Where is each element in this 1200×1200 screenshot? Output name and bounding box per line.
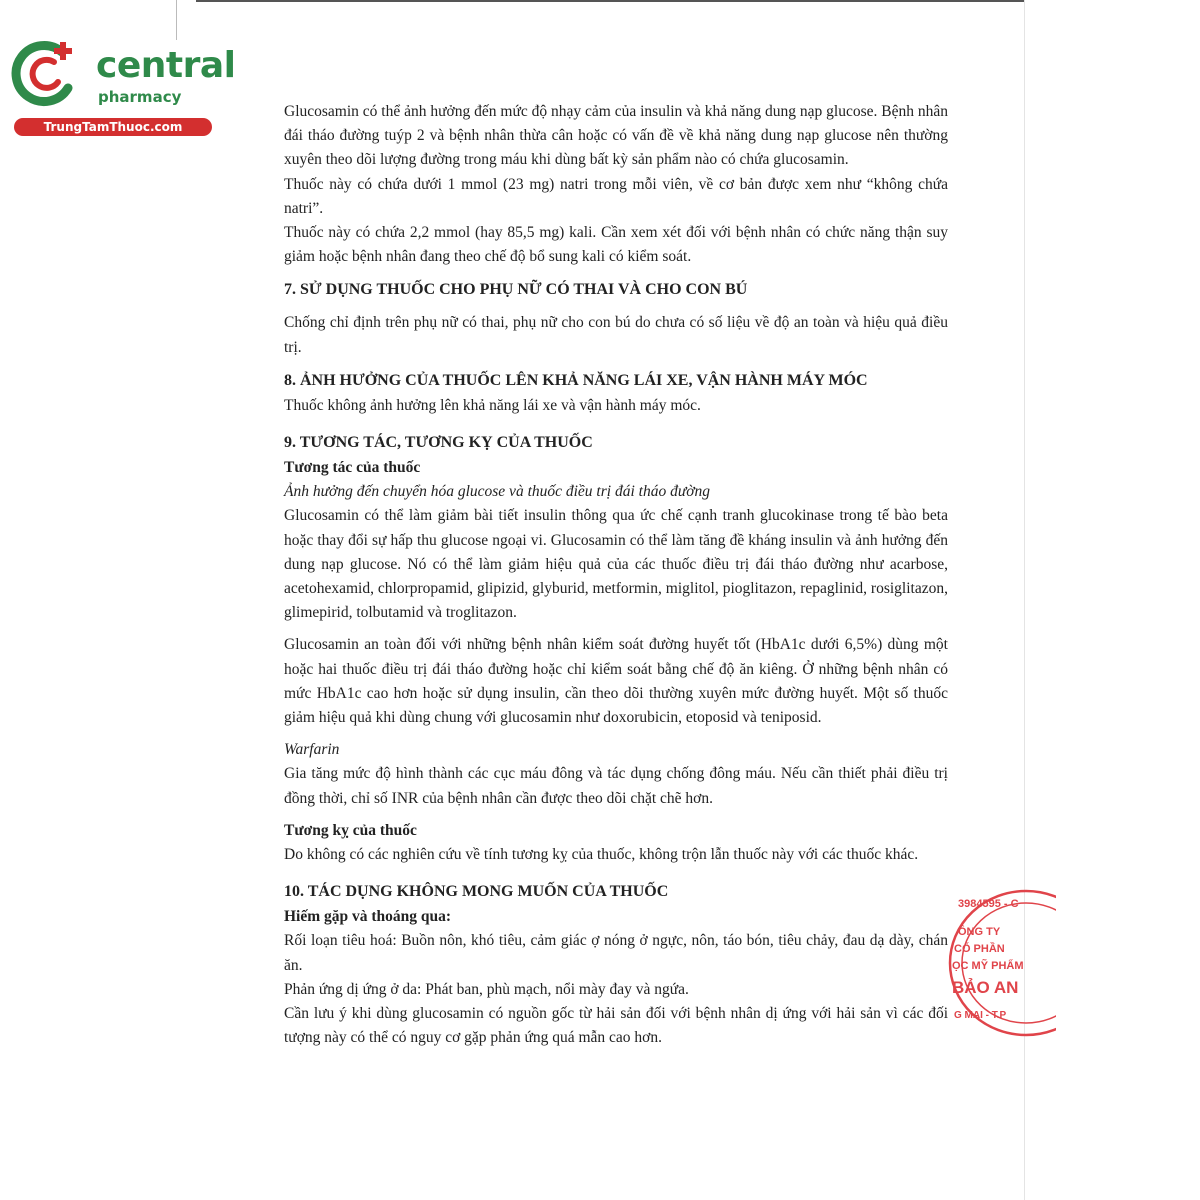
section-9-subheading-incompatibility: Tương kỵ của thuốc bbox=[284, 821, 417, 839]
section-10-heading: 10. TÁC DỤNG KHÔNG MONG MUỐN CỦA THUỐC bbox=[284, 883, 669, 901]
central-pharmacy-logo[interactable] bbox=[10, 38, 236, 136]
section-7-paragraph: Chống chỉ định trên phụ nữ có thai, phụ nữ cho con bú do chưa có số liệu về độ an toàn và hiệu quả điều trị. bbox=[284, 314, 948, 356]
section-9-paragraph-2: Glucosamin an toàn đối với những bệnh nhân kiểm soát đường huyết tốt (HbA1c dưới 6,5%) dùng một hoặc hai thuốc điều trị đái tháo đường hoặc chỉ kiểm soát bằng chế độ ăn kiêng. Ở những bệnh nhân có mức HbA1c cao hơn hoặc sử dụng insulin, cần theo dõi thường xuyên mức đường huyết. Một số thuốc giảm hiệu quả khi dùng chung với glucosamin như doxorubicin, etoposid và teniposid. bbox=[284, 636, 948, 727]
scan-edge bbox=[176, 0, 177, 40]
section-9-paragraph-1: Glucosamin có thể làm giảm bài tiết insulin thông qua ức chế cạnh tranh glucokinase trong tế bào beta hoặc thay đổi sự hấp thu glucose ngoại vi. Glucosamin có thể làm tăng đề kháng insulin và ảnh hưởng đến dung nạp glucose. Nó có thể làm giảm hiệu quả của các thuốc điều trị đái tháo đường như acarbose, acetohexamid, chlorpropamid, glipizid, glyburid, metformin, miglitol, pioglitazon, repaglinid, rosiglitazon, glimepirid, tolbutamid và troglitazon. bbox=[284, 507, 948, 622]
scan-edge-top bbox=[196, 0, 1024, 2]
section-7-heading: 7. SỬ DỤNG THUỐC CHO PHỤ NỮ CÓ THAI VÀ CHO CON BÚ bbox=[284, 281, 748, 299]
stamp-line-5: BẢO AN bbox=[952, 978, 1019, 997]
section-9-subheading-interactions: Tương tác của thuốc bbox=[284, 459, 421, 477]
section-10-paragraph-2: Phản ứng dị ứng ở da: Phát ban, phù mạch, nổi mày đay và ngứa. bbox=[284, 980, 689, 998]
stamp-line-4: ỌC MỸ PHẨM bbox=[952, 960, 1024, 972]
pharmacy-c-cross-icon bbox=[10, 38, 82, 110]
section-8-heading: 8. ẢNH HƯỞNG CỦA THUỐC LÊN KHẢ NĂNG LÁI XE, VẬN HÀNH MÁY MÓC bbox=[284, 371, 868, 389]
document-body bbox=[284, 100, 948, 1051]
stamp-line-2: ÔNG TY bbox=[958, 926, 1001, 938]
section-9-heading: 9. TƯƠNG TÁC, TƯƠNG KỴ CỦA THUỐC bbox=[284, 434, 593, 452]
stamp-line-6: G MAI - T.P bbox=[954, 1010, 1007, 1021]
section-9-italic-warfarin: Warfarin bbox=[284, 741, 340, 759]
intro-paragraph-2: Thuốc này có chứa dưới 1 mmol (23 mg) natri trong mỗi viên, về cơ bản được xem như “không chứa natri”. bbox=[284, 175, 948, 217]
stamp-line-3: CỔ PHẦN bbox=[954, 943, 1005, 955]
logo-brand-name: central bbox=[96, 45, 236, 86]
section-9-paragraph-3: Gia tăng mức độ hình thành các cục máu đông và tác dụng chống đông máu. Nếu cần thiết phải điều trị đồng thời, chỉ số INR của bệnh nhân cần được theo dõi chặt chẽ hơn. bbox=[284, 765, 948, 807]
stamp-line-1: 3984595 - C bbox=[958, 898, 1019, 910]
company-stamp bbox=[946, 888, 1056, 1038]
section-9-italic-glucose: Ảnh hưởng đến chuyển hóa glucose và thuốc điều trị đái tháo đường bbox=[284, 483, 711, 501]
section-10-paragraph-3: Cần lưu ý khi dùng glucosamin có nguồn gốc từ hải sản đối với bệnh nhân dị ứng với hải sản vì các đối tượng này có thể có nguy cơ gặp phản ứng quá mẫn cao hơn. bbox=[284, 1005, 948, 1047]
section-8-paragraph: Thuốc không ảnh hưởng lên khả năng lái xe và vận hành máy móc. bbox=[284, 396, 701, 414]
section-10-subheading: Hiếm gặp và thoáng qua: bbox=[284, 908, 452, 926]
logo-url-badge[interactable]: TrungTamThuoc.com bbox=[14, 118, 212, 136]
section-9-paragraph-4: Do không có các nghiên cứu về tính tương kỵ của thuốc, không trộn lẫn thuốc này với các thuốc khác. bbox=[284, 846, 919, 864]
section-10-paragraph-1: Rối loạn tiêu hoá: Buồn nôn, khó tiêu, cảm giác ợ nóng ở ngực, nôn, táo bón, tiêu chảy, đau dạ dày, chán ăn. bbox=[284, 932, 948, 974]
intro-paragraph-3: Thuốc này có chứa 2,2 mmol (hay 85,5 mg) kali. Cần xem xét đối với bệnh nhân có chức năng thận suy giảm hoặc bệnh nhân đang theo chế độ bổ sung kali có kiểm soát. bbox=[284, 224, 948, 266]
intro-paragraph-1: Glucosamin có thể ảnh hưởng đến mức độ nhạy cảm của insulin và khả năng dung nạp glucose. Bệnh nhân đái tháo đường tuýp 2 và bệnh nhân thừa cân hoặc có vấn đề về khả năng dung nạp glucose nên thường xuyên theo dõi lượng đường trong máu khi dùng bất kỳ sản phẩm nào có chứa glucosamin. bbox=[284, 103, 948, 169]
logo-subtitle: pharmacy bbox=[98, 88, 182, 106]
